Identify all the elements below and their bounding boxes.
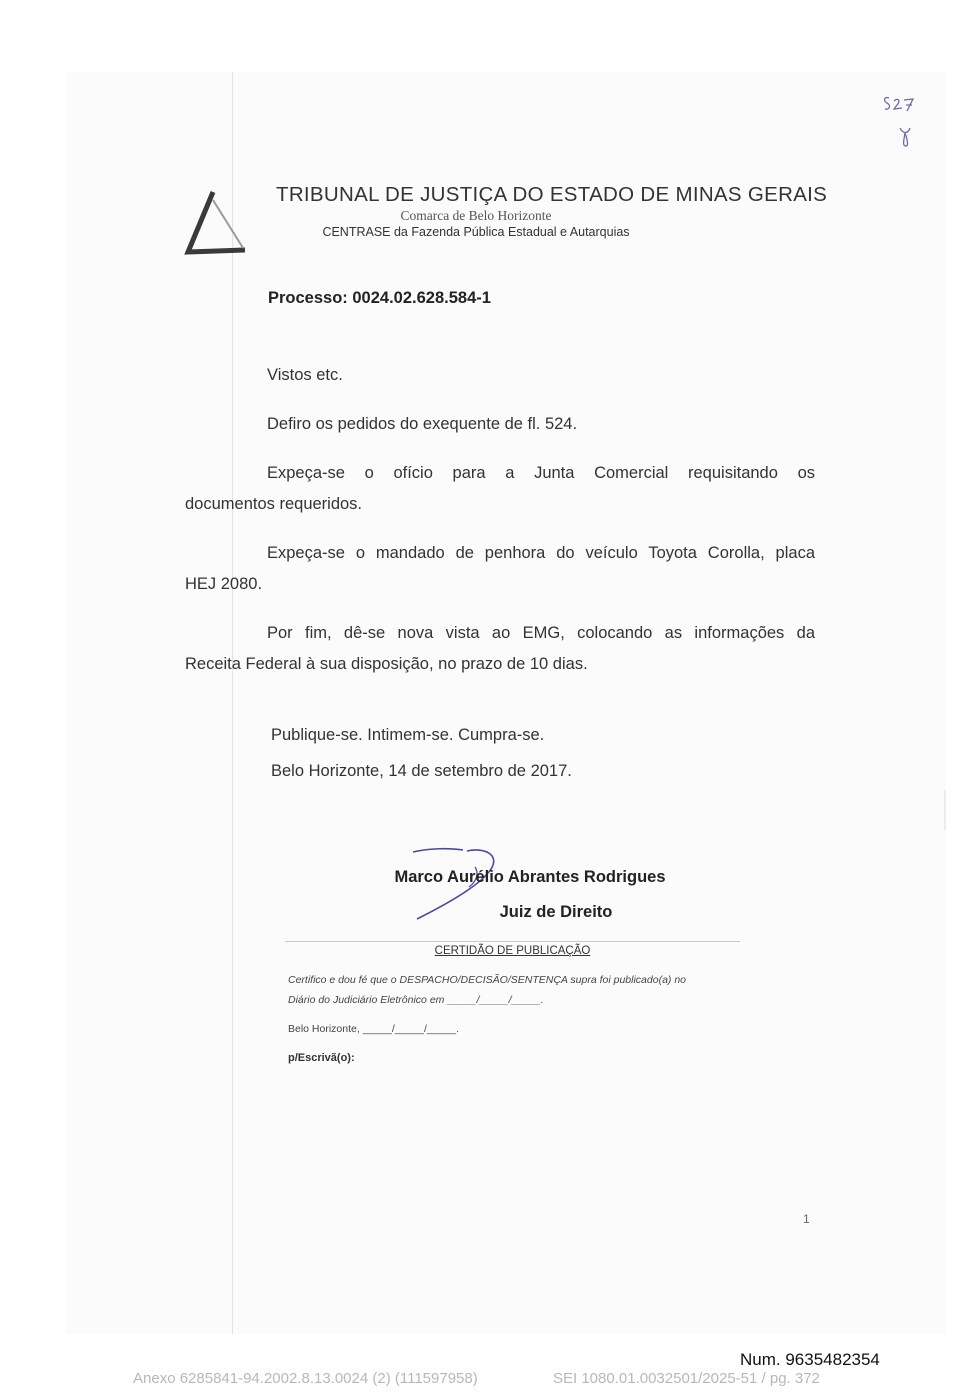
certidao-local: Belo Horizonte, _____/_____/_____. [288,1023,460,1035]
judge-role-label: Juiz de Direito [499,903,613,921]
paragraph-oficio-line1: Expeça-se o ofício para a Junta Comercial requisitando os [267,464,815,482]
certidao-escriva: p/Escrivã(o): [288,1052,355,1064]
closing-date: Belo Horizonte, 14 de setembro de 2017. [271,762,572,780]
paragraph-oficio-line2: documentos requeridos. [185,495,363,513]
court-comarca: Comarca de Belo Horizonte [400,208,552,223]
footer-sei: SEI 1080.01.0032501/2025-51 / pg. 372 [553,1370,820,1387]
judge-role [380,903,676,922]
court-triangle-logo [183,190,253,258]
scan-edge-mark [944,790,946,830]
certidao-text-line1: Certifico e dou fé que o DESPACHO/DECISÃO/SENTENÇA supra foi publicado(a) no [288,974,687,986]
page-fold-line [232,72,233,1334]
paragraph-defiro: Defiro os pedidos do exequente de fl. 524. [267,415,578,433]
process-number: Processo: 0024.02.628.584-1 [268,289,491,307]
judge-name: Marco Aurélio Abrantes Rodrigues [394,868,666,886]
paragraph-vistos: Vistos etc. [267,366,343,384]
page-tick: 1 [803,1212,810,1226]
paragraph-vista-line1: Por fim, dê-se nova vista ao EMG, colocando as informações da [267,624,815,642]
scanned-page [66,72,946,1334]
certidao-divider [285,941,740,942]
paragraph-mandado-line2: HEJ 2080. [185,575,263,593]
paragraph-mandado-line1: Expeça-se o mandado de penhora do veículo Toyota Corolla, placa [267,544,815,562]
document-number: Num. 9635482354 [740,1350,880,1369]
court-title: TRIBUNAL DE JUSTIÇA DO ESTADO DE MINAS GERAIS [276,183,828,206]
certidao-title: CERTIDÃO DE PUBLICAÇÃO [434,945,591,957]
handwritten-page-number [880,92,930,152]
paragraph-vista-line2: Receita Federal à sua disposição, no prazo de 10 dias. [185,655,588,673]
certidao-text-line2: Diário do Judiciário Eletrônico em _____/_____/_____. [288,994,544,1006]
footer-annex: Anexo 6285841-94.2002.8.13.0024 (2) (111597958) [133,1370,478,1387]
footer [133,1370,820,1387]
closing-publique: Publique-se. Intimem-se. Cumpra-se. [271,726,545,744]
court-centrase: CENTRASE da Fazenda Pública Estadual e Autarquias [322,225,630,239]
